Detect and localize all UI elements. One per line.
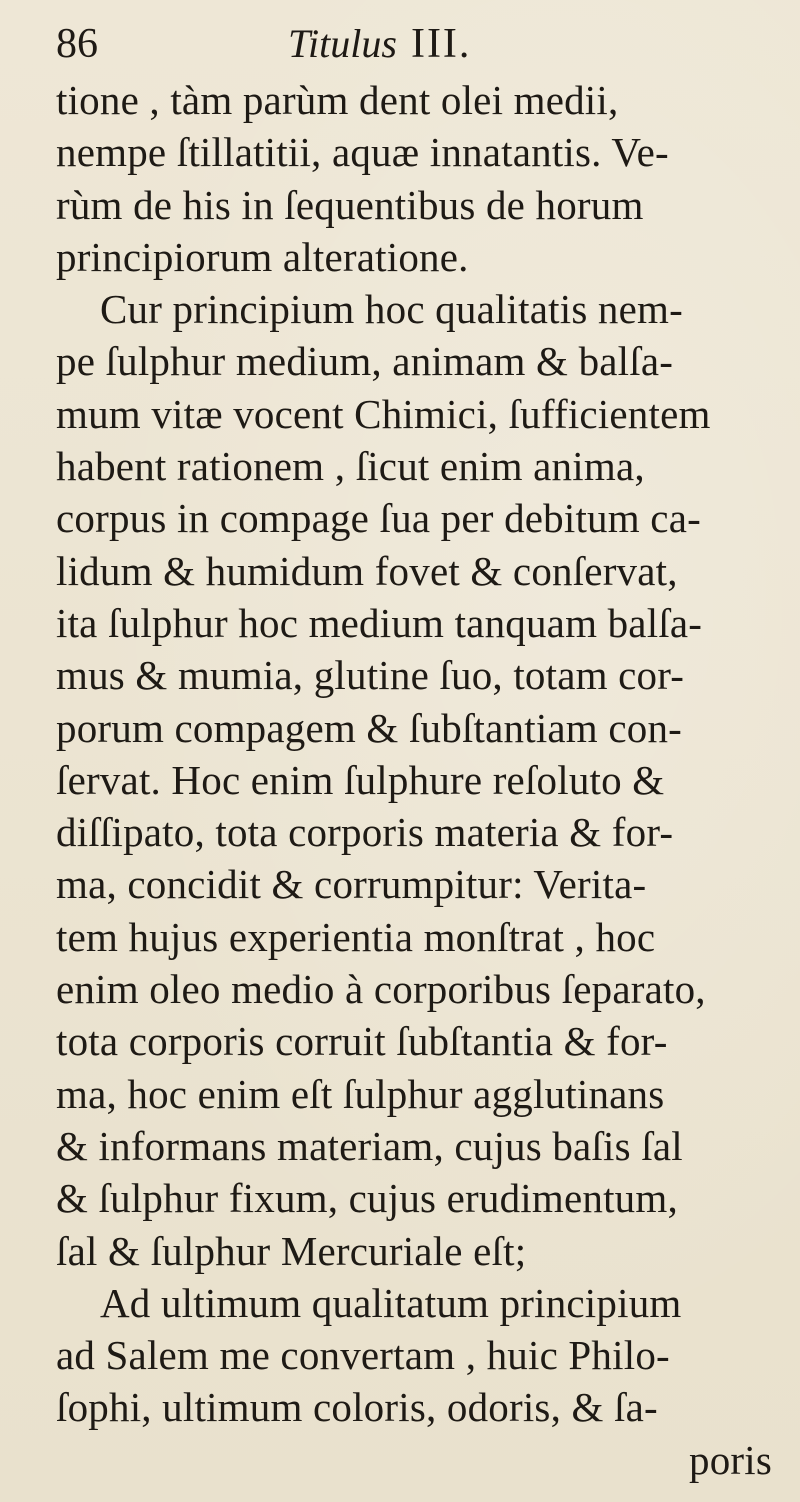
text-line: tota corporis corruit ſubſtantia & for- — [56, 1018, 668, 1065]
catchword: poris — [689, 1436, 772, 1483]
text-line: ſal & ſulphur Mercuriale eſt; — [56, 1227, 527, 1274]
running-header — [56, 14, 756, 74]
text-line: ita ſulphur hoc medium tanquam balſa- — [56, 599, 703, 646]
text-line: & ſulphur fixum, cujus erudimentum, — [56, 1175, 678, 1222]
running-title-word: Titulus — [288, 21, 397, 66]
text-line: ma, concidit & corrumpitur: Verita- — [56, 861, 647, 908]
text-line: nempe ſtillatitii, aquæ innatantis. Ve- — [56, 129, 669, 176]
running-title — [288, 14, 471, 74]
text-line: tione , tàm parùm dent olei medii, — [56, 77, 619, 123]
text-line: mum vitæ vocent Chimici, ſufficientem — [56, 390, 711, 437]
text-line: porum compagem & ſubſtantiam con- — [56, 704, 683, 751]
text-line: corpus in compage ſua per debitum ca- — [56, 495, 701, 542]
paragraph-start-line: Cur principium hoc qualitatis nem- — [100, 286, 683, 333]
page-number: 86 — [56, 21, 98, 67]
text-line: ſophi, ultimum coloris, odoris, & ſa- — [56, 1384, 658, 1431]
text-line: pe ſulphur medium, animam & balſa- — [56, 338, 674, 385]
text-line: lidum & humidum fovet & conſervat, — [56, 547, 678, 594]
body-text — [56, 74, 786, 1486]
text-line: ma, hoc enim eſt ſulphur agglutinans — [56, 1070, 665, 1117]
text-line: diſſipato, tota corporis materia & for- — [56, 809, 674, 856]
text-line: ad Salem me convertam , huic Philo- — [56, 1332, 670, 1379]
text-line: rùm de his in ſequentibus de horum — [56, 181, 644, 228]
paragraph-start-line: Ad ultimum qualitatum principium — [100, 1279, 682, 1326]
text-line: ſervat. Hoc enim ſulphure reſoluto & — [56, 756, 665, 803]
running-title-numeral: III. — [410, 21, 472, 67]
text-line: tem hujus experientia monſtrat , hoc — [56, 913, 656, 960]
text-line: mus & mumia, glutine ſuo, totam cor- — [56, 652, 685, 699]
text-line: enim oleo medio à corporibus ſeparato, — [56, 966, 706, 1013]
text-line: & informans materiam, cujus baſis ſal — [56, 1122, 683, 1169]
text-line: habent rationem , ſicut enim anima, — [56, 443, 645, 490]
text-line: principiorum alteratione. — [56, 233, 469, 280]
